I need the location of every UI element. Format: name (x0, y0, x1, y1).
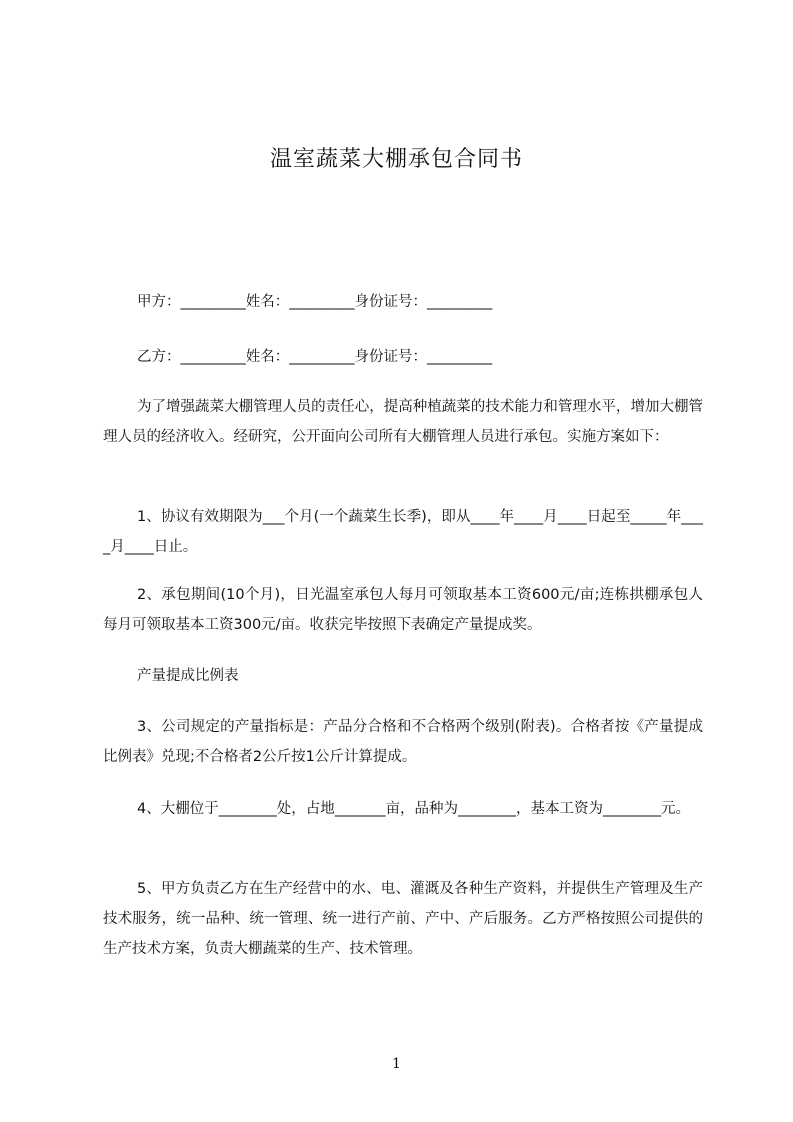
party-b-line: 乙方：_________姓名：_________身份证号：_________ (137, 349, 493, 365)
clause-3: 3、公司规定的产量指标是：产品分合格和不合格两个级别(附表)。合格者按《产量提成比例表》兑现;不合格者2公斤按1公斤计算提成。 (103, 719, 703, 765)
clause-2: 2、承包期间(10个月)，日光温室承包人每月可领取基本工资600元/亩;连栋拱棚承包人每月可领取基本工资300元/亩。收获完毕按照下表确定产量提成奖。 (103, 587, 703, 633)
clause-1: 1、协议有效期限为___个月(一个蔬菜生长季)，即从____年____月____日起至_____年____月____日止。 (103, 509, 703, 555)
party-a-line: 甲方：_________姓名：_________身份证号：_________ (137, 294, 493, 310)
clause-4: 4、大棚位于________处，占地_______亩，品种为________，基本工资为________元。 (137, 801, 690, 817)
clause-5: 5、甲方负责乙方在生产经营中的水、电、灌溉及各种生产资料，并提供生产管理及生产技术服务，统一品种、统一管理、统一进行产前、产中、产后服务。乙方严格按照公司提供的生产技术方案，负责大棚蔬菜的生产、技术管理。 (103, 881, 703, 957)
page-number: 1 (392, 1056, 401, 1072)
intro-paragraph: 为了增强蔬菜大棚管理人员的责任心，提高种植蔬菜的技术能力和管理水平，增加大棚管理人员的经济收入。经研究，公开面向公司所有大棚管理人员进行承包。实施方案如下： (103, 399, 703, 445)
document-title: 温室蔬菜大棚承包合同书 (269, 147, 523, 172)
table-caption: 产量提成比例表 (137, 668, 239, 684)
